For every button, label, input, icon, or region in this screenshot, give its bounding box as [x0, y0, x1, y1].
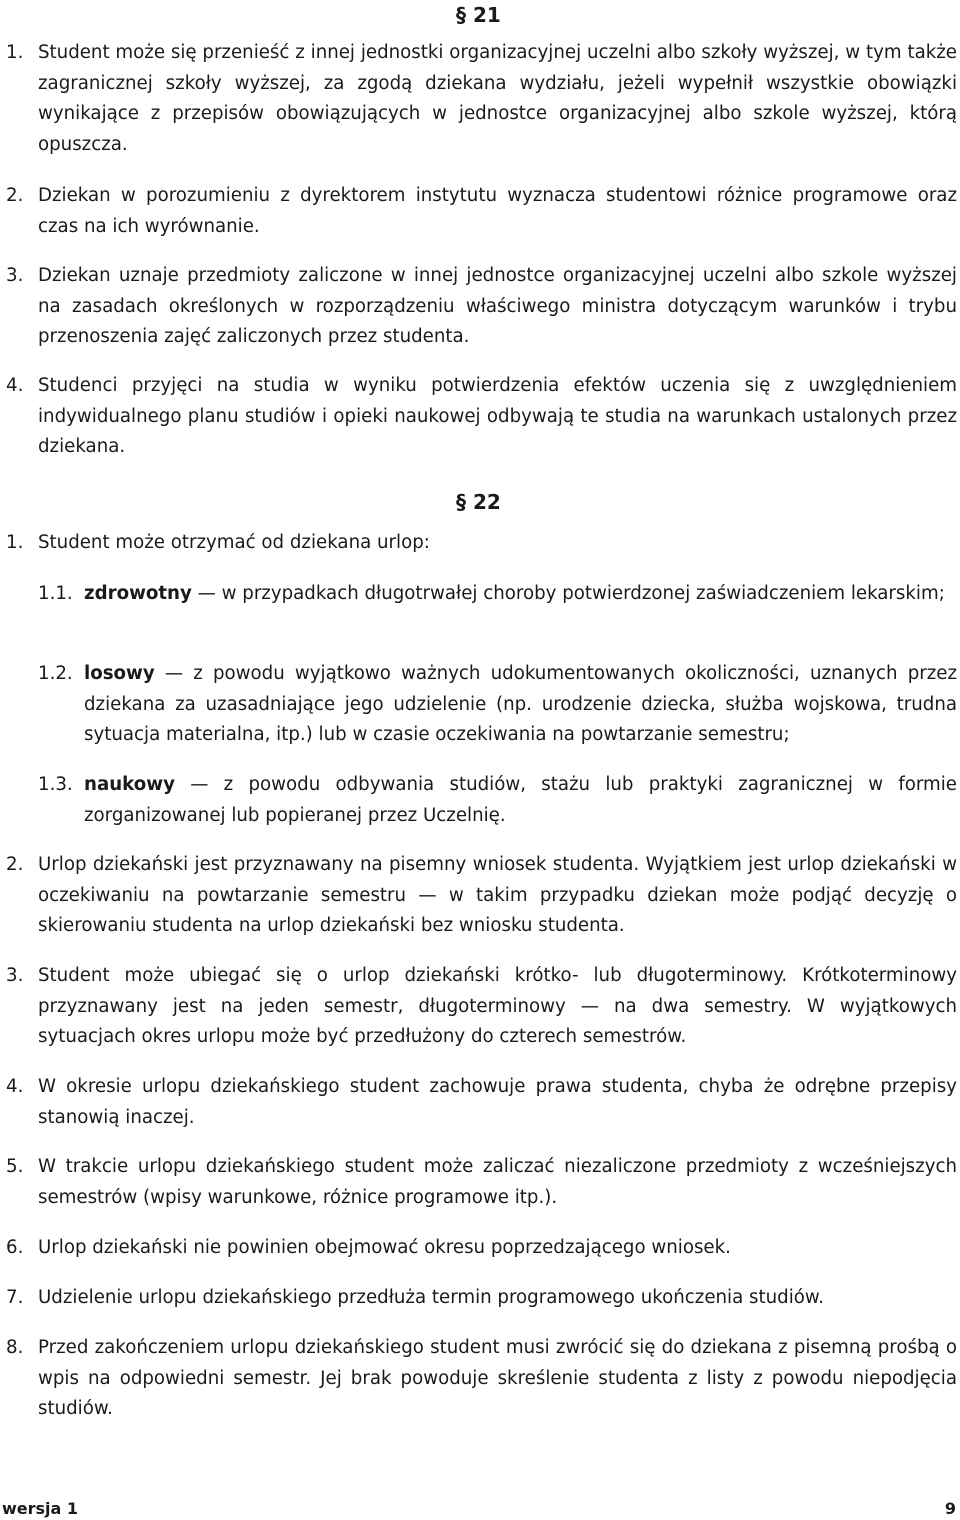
subitem-text: — z powodu wyjątkowo ważnych udokumentowanych okoliczności, uznanych przez dziekana za uzasadniające jego udzielenie (np. urodzenie dziecka, służba wojskowa, trudna sytuacja materialna, itp.) lub w czasie oczekiwania na powtarzanie semestru; [84, 663, 957, 745]
s22-item-7 [6, 1283, 957, 1314]
footer-version: wersja 1 [2, 1499, 79, 1518]
subitem-number: 1.3. [38, 774, 73, 795]
item-number: 6. [6, 1237, 24, 1258]
subitem-text: — w przypadkach długotrwałej choroby potwierdzonej zaświadczeniem lekarskim; [191, 583, 945, 604]
s21-item-3 [6, 261, 957, 353]
subitem-term: zdrowotny [84, 583, 192, 604]
item-text: Student może otrzymać od dziekana urlop: [38, 532, 430, 553]
item-number: 4. [6, 1076, 24, 1097]
subitem-number: 1.2. [38, 663, 73, 684]
item-number: 8. [6, 1337, 24, 1358]
s22-item-3 [6, 961, 957, 1053]
item-text: Przed zakończeniem urlopu dziekańskiego student musi zwrócić się do dziekana z pisemną prośbą o wpis na odpowiedni semestr. Jej brak powoduje skreślenie studenta z listy z powodu niepodjęcia studiów. [38, 1337, 957, 1419]
item-number: 4. [6, 375, 24, 396]
s22-item-4 [6, 1072, 957, 1133]
s22-subitem-1-1 [38, 579, 957, 610]
section-22-heading: § 22 [456, 490, 501, 514]
item-number: 1. [6, 42, 24, 63]
s22-item-5 [6, 1152, 957, 1213]
item-number: 5. [6, 1156, 24, 1177]
s22-item-2 [6, 850, 957, 942]
item-number: 7. [6, 1287, 24, 1308]
item-number: 2. [6, 185, 24, 206]
item-text: Urlop dziekański jest przyznawany na pisemny wniosek studenta. Wyjątkiem jest urlop dziekański w oczekiwaniu na powtarzanie semestru — w takim przypadku dziekan może podjąć decyzję o skierowaniu studenta na urlop dziekański bez wniosku studenta. [38, 854, 957, 936]
item-number: 1. [6, 532, 24, 553]
item-text: Dziekan w porozumieniu z dyrektorem instytutu wyznacza studentowi różnice programowe oraz czas na ich wyrównanie. [38, 185, 957, 237]
s21-item-1 [6, 38, 957, 160]
s21-item-4 [6, 371, 957, 463]
s22-subitem-1-2 [38, 659, 957, 751]
item-number: 2. [6, 854, 24, 875]
subitem-number: 1.1. [38, 583, 73, 604]
item-text: W okresie urlopu dziekańskiego student zachowuje prawa studenta, chyba że odrębne przepisy stanowią inaczej. [38, 1076, 957, 1128]
s21-item-2 [6, 181, 957, 242]
section-21-heading: § 21 [456, 3, 501, 27]
s22-subitem-1-3 [38, 770, 957, 831]
s22-item-8 [6, 1333, 957, 1425]
item-number: 3. [6, 965, 24, 986]
item-text: Studenci przyjęci na studia w wyniku potwierdzenia efektów uczenia się z uwzględnieniem indywidualnego planu studiów i opieki naukowej odbywają te studia na warunkach ustalonych przez dziekana. [38, 375, 957, 457]
item-text: Urlop dziekański nie powinien obejmować okresu poprzedzającego wniosek. [38, 1237, 731, 1258]
subitem-term: losowy [84, 663, 155, 684]
item-text: Student może ubiegać się o urlop dziekański krótko- lub długoterminowy. Krótkoterminowy przyznawany jest na jeden semestr, długoterminowy — na dwa semestry. W wyjątkowych sytuacjach okres urlopu może być przedłużony do czterech semestrów. [38, 965, 957, 1047]
subitem-text: — z powodu odbywania studiów, stażu lub praktyki zagranicznej w formie zorganizowanej lub popieranej przez Uczelnię. [84, 774, 957, 826]
subitem-term: naukowy [84, 774, 175, 795]
item-number: 3. [6, 265, 24, 286]
item-text: Udzielenie urlopu dziekańskiego przedłuża termin programowego ukończenia studiów. [38, 1287, 824, 1308]
item-text: Student może się przenieść z innej jednostki organizacyjnej uczelni albo szkoły wyższej, w tym także zagranicznej szkoły wyższej, za zgodą dziekana wydziału, jeżeli wypełnił wszystkie obowiązki wynikające z przepisów obowiązujących w jednostce organizacyjnej albo szkole wyższej, którą opuszcza. [38, 42, 957, 155]
s22-item-6 [6, 1233, 957, 1264]
item-text: Dziekan uznaje przedmioty zaliczone w innej jednostce organizacyjnej uczelni albo szkole wyższej na zasadach określonych w rozporządzeniu właściwego ministra dotyczącym warunków i trybu przenoszenia zajęć zaliczonych przez studenta. [38, 265, 957, 347]
s22-item-1 [6, 528, 957, 559]
footer-page-number: 9 [944, 1499, 956, 1518]
item-text: W trakcie urlopu dziekańskiego student może zaliczać niezaliczone przedmioty z wcześniejszych semestrów (wpisy warunkowe, różnice programowe itp.). [38, 1156, 957, 1208]
